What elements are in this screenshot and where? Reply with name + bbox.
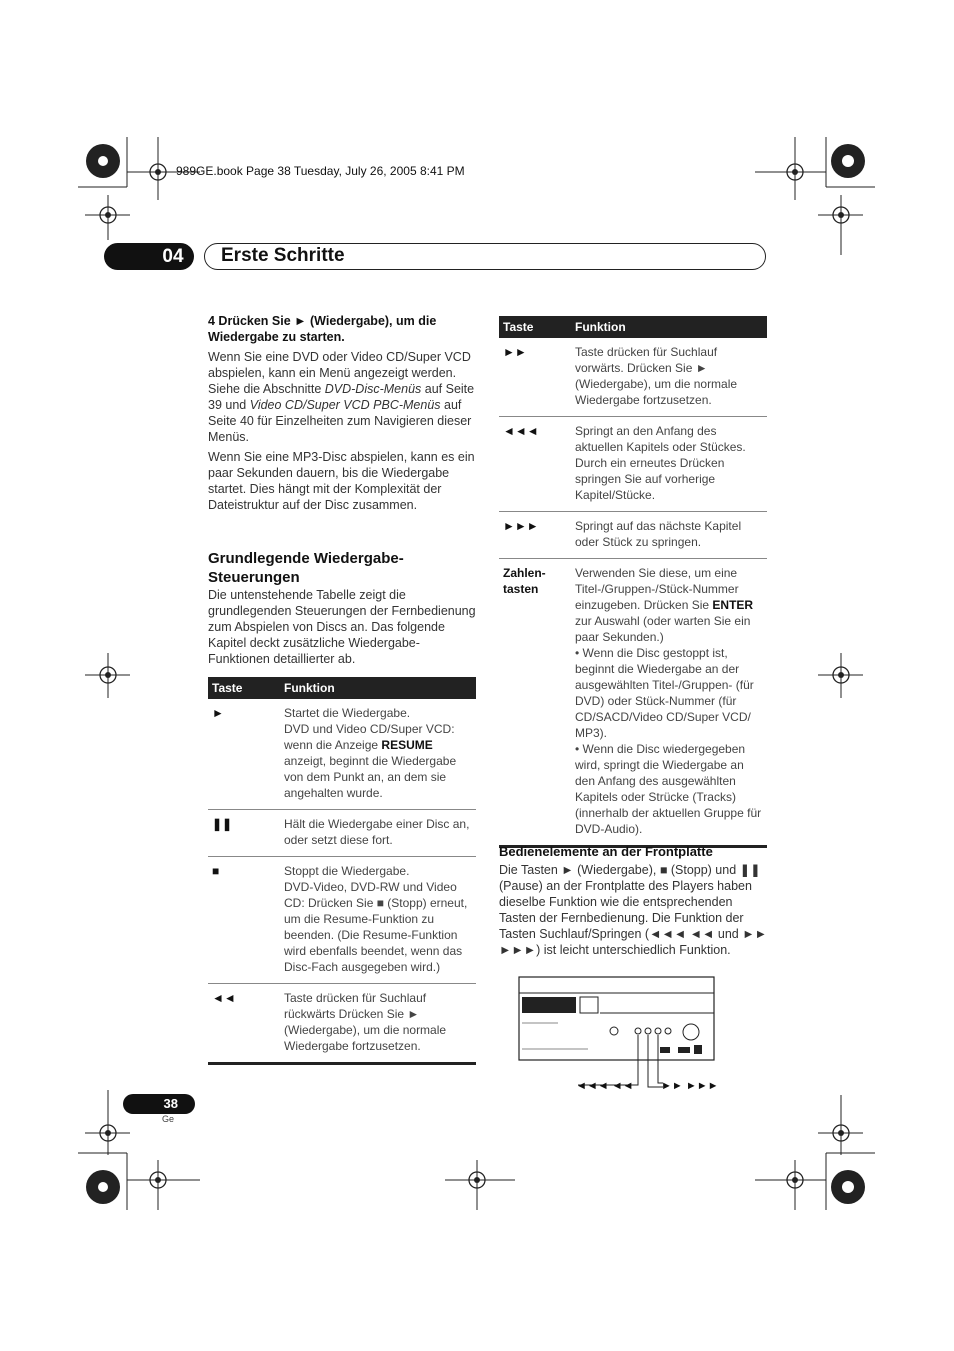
table-row	[499, 338, 767, 417]
page-number-badge	[123, 1094, 195, 1114]
table-row	[208, 984, 476, 1064]
book-info-line: 989GE.book Page 38 Tuesday, July 26, 2005 8:41 PM	[176, 164, 465, 178]
ref-dvd-menus: DVD-Disc-Menüs	[324, 382, 422, 396]
function-cell	[280, 699, 476, 810]
function-text-a: Taste drücken für Suchlauf vorwärts. Drücken Sie ► (Wiedergabe), um die normale Wiedergabe fortzusetzen.	[575, 345, 738, 407]
table-row	[499, 512, 767, 559]
function-cell	[571, 559, 767, 847]
chapter-title: Erste Schritte	[221, 245, 345, 266]
panel-label-back-buttons: ◄◄◄ ◄◄	[576, 1080, 634, 1092]
function-text-c: zur Auswahl (oder warten Sie ein paar Sekunden.) • Wenn die Disc gestoppt ist, beginnt die Wiedergabe an der ausgewählten Titel-/Gruppen- (für DVD) oder Stück-Nummer (für CD/SACD/Video CD/Super VCD/ MP3). • Wenn die Disc wiedergegeben wird, springt die Wiedergabe an den Anfang des ausgewählten Kapitels oder Strücke (Tracks) (innerhalb der aktuellen Gruppe für DVD-Audio).	[575, 614, 762, 836]
step-heading: 4 Drücken Sie ► (Wiedergabe), um die Wiedergabe zu starten.	[208, 314, 437, 344]
function-cell	[280, 857, 476, 984]
function-cell	[571, 417, 767, 512]
function-text-b: RESUME	[381, 738, 433, 752]
chapter-number-badge	[104, 243, 194, 270]
left-column	[208, 313, 478, 517]
function-cell	[280, 810, 476, 857]
paragraph-mp3: Wenn Sie eine MP3-Disc abspielen, kann es ein paar Sekunden dauern, bis die Wiedergabe startet. Dies hängt mit der Komplexität der Dateistruktur auf der Disc zusammen.	[208, 450, 475, 512]
function-text-a: Springt auf das nächste Kapitel oder Stück zu springen.	[575, 519, 742, 549]
key-cell: ❚❚	[208, 810, 280, 857]
key-cell: ■	[208, 857, 280, 984]
col-header-func: Funktion	[571, 316, 767, 338]
function-cell	[280, 984, 476, 1064]
key-cell: ►►►	[499, 512, 571, 559]
front-panel-illustration	[518, 975, 718, 1095]
col-header-key: Taste	[499, 316, 571, 338]
key-cell: ◄◄	[208, 984, 280, 1064]
key-cell: ►	[208, 699, 280, 810]
function-text-a: Stoppt die Wiedergabe. DVD-Video, DVD-RW und Video CD: Drücken Sie ■ (Stopp) erneut, um die Resume-Funktion zu beenden. (Die Resume-Funktion wird ebenfalls beendet, wenn das Disc-Fach ausgegeben wird.)	[284, 864, 468, 974]
section-title: Grundlegende Wiedergabe-Steuerungen	[208, 550, 404, 586]
page-number: 38	[163, 1096, 178, 1111]
ref-vcd-menus: Video CD/Super VCD PBC-Menüs	[249, 398, 441, 412]
controls-table-right	[499, 316, 767, 848]
table-row	[208, 699, 476, 810]
front-panel-text: Die Tasten ► (Wiedergabe), ■ (Stopp) und ❚❚ (Pause) an der Frontplatte des Players haben dieselbe Funktion wie die entsprechenden Tasten der Fernbedienung. Die Funktion der Tasten Suchlauf/Springen (◄◄◄ ◄◄ und ►► ►►►) ist leicht unterschiedlich Funktion.	[499, 863, 767, 957]
col-header-key: Taste	[208, 677, 280, 699]
function-cell	[571, 338, 767, 417]
page-language: Ge	[162, 1114, 175, 1124]
function-text-c: anzeigt, beginnt die Wiedergabe von dem Punkt an, an dem sie angehalten wurde.	[284, 754, 457, 800]
table-row	[499, 417, 767, 512]
controls-table-left	[208, 677, 476, 1065]
col-header-func: Funktion	[280, 677, 476, 699]
chapter-number: 04	[162, 246, 184, 267]
table-row	[499, 559, 767, 847]
function-text-a: Hält die Wiedergabe einer Disc an, oder setzt diese fort.	[284, 817, 470, 847]
function-text-a: Springt an den Anfang des aktuellen Kapitels oder Stückes. Durch ein erneutes Drücken springen Sie auf vorherige Kapitel/Stücke.	[575, 424, 746, 502]
key-cell: Zahlen- tasten	[499, 559, 571, 847]
function-cell	[571, 512, 767, 559]
panel-label-forward-buttons: ►► ►►►	[661, 1080, 719, 1092]
key-cell: ◄◄◄	[499, 417, 571, 512]
section-text: Die untenstehende Tabelle zeigt die grundlegenden Steuerungen der Fernbedienung zum Abspielen von Discs an. Das folgende Kapitel deckt zusätzliche Wiedergabe-Funktionen detaillierter ab.	[208, 588, 476, 666]
function-text-b: ENTER	[712, 598, 754, 612]
function-text-a: Verwenden Sie diese, um eine Titel-/Gruppen-/Stück-Nummer einzugeben. Drücken Sie	[575, 566, 739, 612]
table-row	[208, 810, 476, 857]
table-row	[208, 857, 476, 984]
function-text-a: Startet die Wiedergabe. DVD und Video CD/Super VCD: wenn die Anzeige	[284, 706, 455, 752]
function-text-a: Taste drücken für Suchlauf rückwärts Drücken Sie ► (Wiedergabe), um die normale Wiedergabe fortzusetzen.	[284, 991, 447, 1053]
front-panel-title: Bedienelemente an der Frontplatte	[499, 844, 713, 859]
paragraph-menus: Wenn Sie eine DVD oder Video CD/Super VCD abspielen, kann ein Menü angezeigt werden. Siehe die Abschnitte DVD-Disc-Menüs auf Seite 39 und Video CD/Super VCD PBC-Menüs auf Seite 40 für Einzelheiten zum Navigieren dieser Menüs.	[208, 350, 475, 444]
key-cell: ►►	[499, 338, 571, 417]
